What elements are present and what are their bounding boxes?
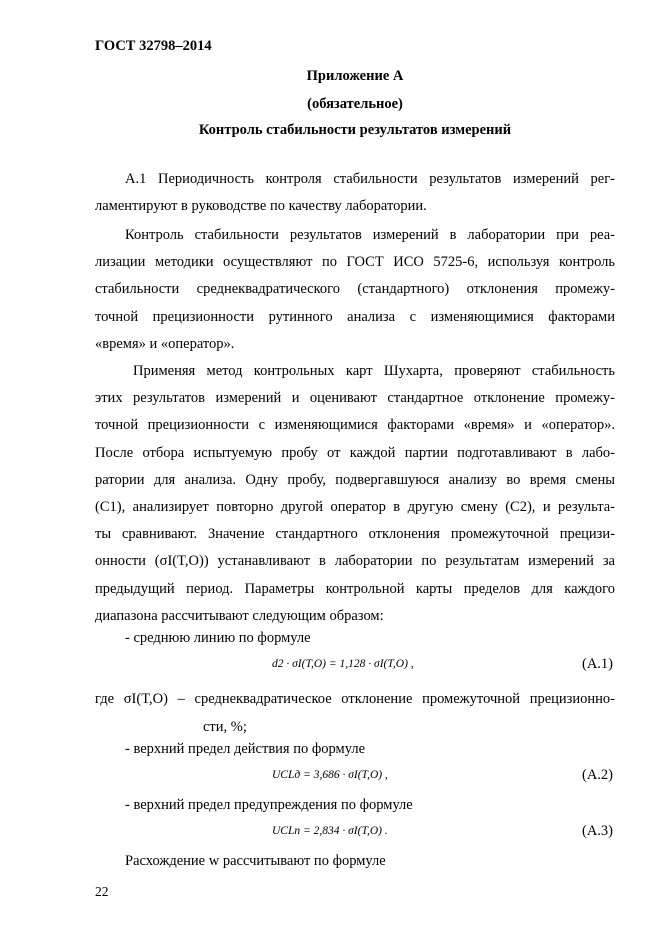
text-line: ламентируют в руководстве по качеству лаборатории.: [95, 198, 427, 215]
text-line: онности (σI(T,O)) устанавливают в лаборатории по результатам измерений за: [95, 553, 615, 570]
text-line: где σI(T,O) – среднеквадратическое отклонение промежуточной прецизионно-: [95, 691, 615, 707]
item-center-line: - среднюю линию по формуле: [125, 630, 311, 646]
item-upper-warning: - верхний предел предупреждения по формуле: [125, 797, 413, 813]
paragraph-a1: [95, 166, 615, 220]
text-line: Применяя метод контрольных карт Шухарта, проверяют стабильность: [133, 363, 615, 379]
formula-a1: d2 · σI(T,O) = 1,128 · σI(T,O) ,: [272, 658, 414, 670]
formula-a3-number: (А.3): [581, 823, 613, 839]
text-line: «время» и «оператор».: [95, 335, 235, 352]
formula-a1-number: (А.1): [581, 656, 613, 672]
text-line: точной прецизионности с изменяющимися факторами «время» и «оператор».: [95, 417, 615, 434]
text-line: Контроль стабильности результатов измерений в лаборатории при реа-: [125, 227, 615, 243]
formula-a2-number: (А.2): [581, 767, 613, 783]
text-line: стабильности среднеквадратического (стандартного) отклонения промежу-: [95, 281, 615, 298]
text-line: (C1), анализирует повторно другой оператор в другую смену (C2), и результа-: [95, 499, 615, 516]
text-line: ратории для анализа. Одну пробу, подвергавшуюся анализу во время смены: [95, 471, 615, 488]
paragraph-control: [95, 222, 615, 358]
text-line: диапазона рассчитывают следующим образом:: [95, 607, 384, 624]
item-upper-action: - верхний предел действия по формуле: [125, 741, 366, 757]
text-line: точной прецизионности рутинного анализа с изменяющимися факторами: [95, 308, 615, 325]
text-line: После отбора испытуемую пробу от каждой партии подготавливают в лабо-: [95, 444, 615, 461]
appendix-heading: Контроль стабильности результатов измерений: [198, 122, 512, 138]
appendix-title: Приложение А: [306, 68, 404, 84]
text-line: этих результатов измерений и оценивают стандартное отклонение промежу-: [95, 390, 615, 407]
paragraph-shewhart: [95, 358, 615, 630]
formula-a3: UCLп = 2,834 · σI(T,O) .: [272, 825, 388, 837]
text-line: ты сравнивают. Значение стандартного отклонения промежуточной прецизи-: [95, 526, 615, 543]
document-header: ГОСТ 32798–2014: [95, 38, 212, 54]
appendix-status: (обязательное): [307, 96, 403, 112]
where-clause: [95, 686, 615, 713]
text-line: лизации методики осуществляют по ГОСТ ИСО 5725-6, используя контроль: [95, 254, 615, 271]
page-number: 22: [95, 884, 109, 899]
where-clause-cont: сти, %;: [203, 719, 247, 735]
text-line: А.1 Периодичность контроля стабильности результатов измерений рег-: [125, 171, 615, 187]
divergence-line: Расхождение w рассчитывают по формуле: [125, 853, 386, 869]
text-line: предыдущий период. Параметры контрольной карты пределов для каждого: [95, 580, 615, 597]
formula-a2: UCLд = 3,686 · σI(T,O) ,: [272, 769, 388, 781]
